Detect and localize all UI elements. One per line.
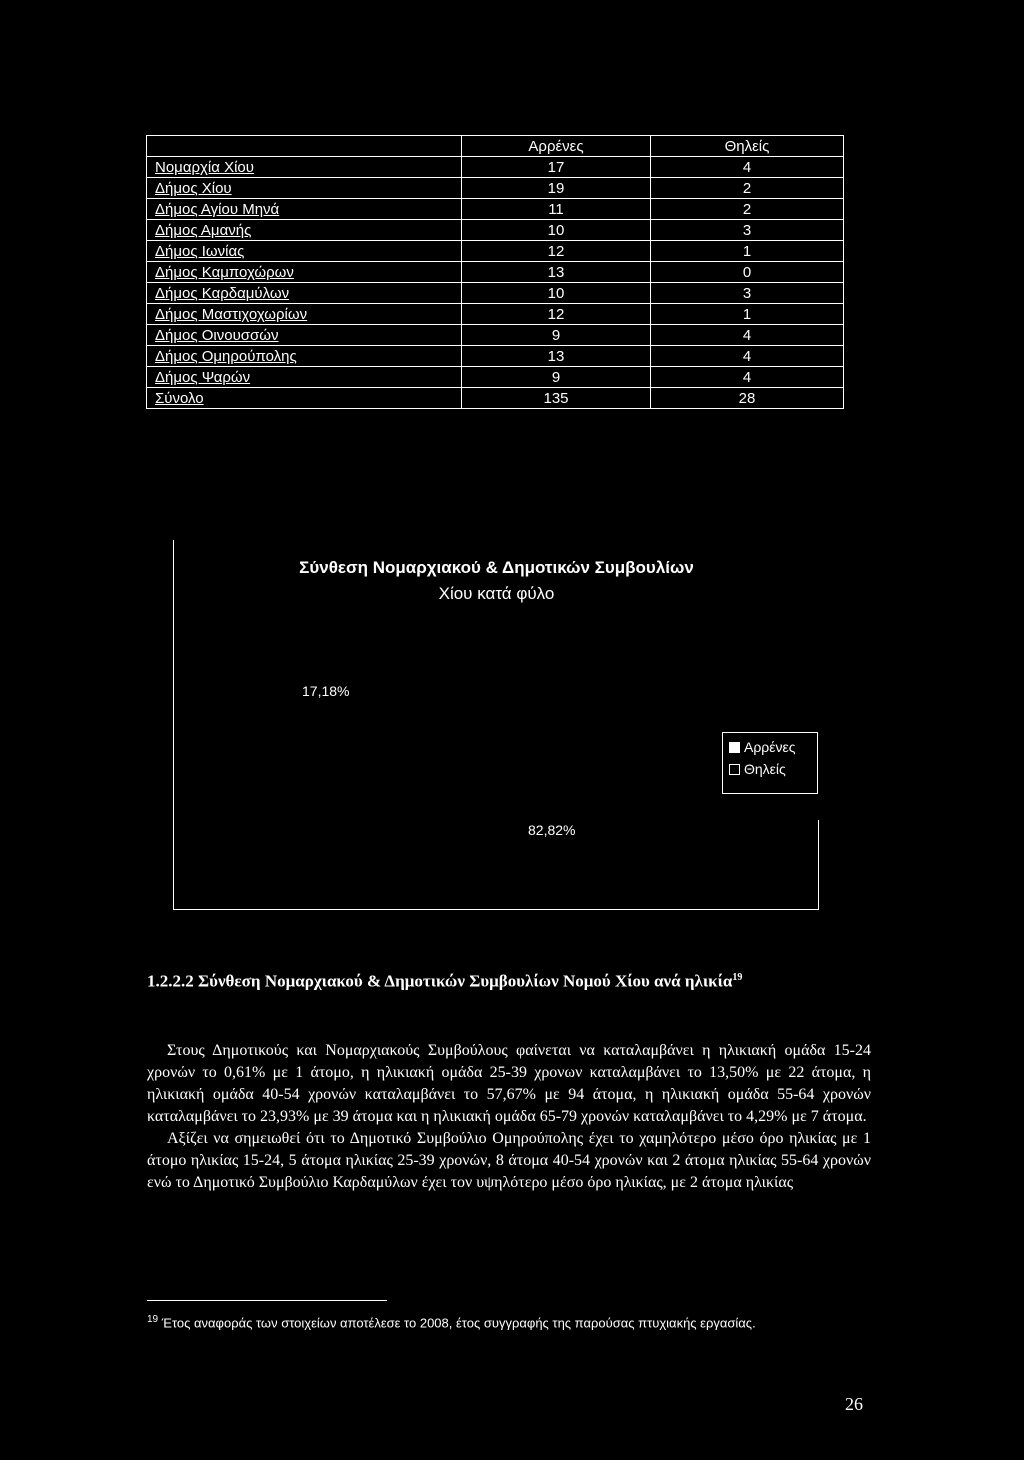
row-female: 0 xyxy=(651,262,844,283)
table-row xyxy=(147,283,844,304)
chart-legend xyxy=(722,732,818,794)
table-header-female: Θηλείς xyxy=(651,136,844,157)
row-name: Δήμος Αμανής xyxy=(147,220,462,241)
row-male: 13 xyxy=(462,262,651,283)
row-female: 2 xyxy=(651,178,844,199)
row-male: 10 xyxy=(462,220,651,241)
section-heading-text: 1.2.2.2 Σύνθεση Νομαρχιακού & Δημοτικών Συμβουλίων Νομού Χίου ανά ηλικία xyxy=(147,971,733,991)
legend-swatch-female xyxy=(729,764,740,775)
row-name: Δήμος Καμποχώρων xyxy=(147,262,462,283)
row-name: Δήμος Αγίου Μηνά xyxy=(147,199,462,220)
council-gender-table xyxy=(146,135,844,409)
row-male: 12 xyxy=(462,304,651,325)
chart-right-border xyxy=(818,820,819,910)
row-female: 4 xyxy=(651,157,844,178)
row-female: 3 xyxy=(651,220,844,241)
table-row xyxy=(147,262,844,283)
chart-subtitle: Χίου κατά φύλο xyxy=(438,584,555,603)
row-male: 11 xyxy=(462,199,651,220)
paragraph-2: Αξίζει να σημειωθεί ότι το Δημοτικό Συμβούλιο Ομηρούπολης έχει το χαμηλότερο μέσο όρο ηλικίας με 1 άτομο ηλικίας 15-24, 5 άτομα ηλικίας 25-39 χρονών, 8 άτομα 40-54 χρονών και 2 άτομα ηλικίας 55-64 χρονών ενώ το Δημοτικό Συμβούλιο Καρδαμύλων έχει τον υψηλότερο μέσο όρο ηλικίας, με 2 άτομα ηλικίας xyxy=(147,1130,871,1191)
table-header-row xyxy=(147,136,844,157)
gender-pie-chart xyxy=(173,540,819,910)
row-name: Δήμος Μαστιχοχωρίων xyxy=(147,304,462,325)
table-row xyxy=(147,304,844,325)
row-name: Δήμος Ψαρών xyxy=(147,367,462,388)
table-row xyxy=(147,178,844,199)
body-text xyxy=(147,1040,871,1194)
legend-swatch-male xyxy=(729,742,740,753)
row-male: 19 xyxy=(462,178,651,199)
row-male: 17 xyxy=(462,157,651,178)
row-male: 9 xyxy=(462,367,651,388)
heading-footnote-ref: 19 xyxy=(732,972,743,983)
pie-label-female: 17,18% xyxy=(302,683,350,699)
row-male: 10 xyxy=(462,283,651,304)
section-heading xyxy=(147,967,871,993)
table-row xyxy=(147,346,844,367)
row-female: 4 xyxy=(651,346,844,367)
paragraph-1: Στους Δημοτικούς και Νομαρχιακούς Συμβούλους φαίνεται να καταλαμβάνει η ηλικιακή ομάδα 15-24 χρονών το 0,61% με 1 άτομο, η ηλικιακή ομάδα 25-39 χρονων καταλαμβάνει το 13,50% με 22 άτομα, η ηλικιακή ομάδα 40-54 χρονών καταλαμβάνει το 57,67% με 94 άτομα, η ηλικιακή ομάδα 55-64 χρονών καταλαμβάνει το 23,93% με 39 άτομα και η ηλικιακή ομάδα 65-79 χρονών καταλαμβάνει το 4,29% με 7 άτομα. xyxy=(147,1042,871,1125)
row-male: 13 xyxy=(462,346,651,367)
row-female: 1 xyxy=(651,304,844,325)
footnote xyxy=(147,1310,871,1333)
row-name: Σύνολο xyxy=(147,388,462,409)
table-row xyxy=(147,367,844,388)
row-female: 28 xyxy=(651,388,844,409)
pie-label-male: 82,82% xyxy=(528,822,576,838)
row-female: 2 xyxy=(651,199,844,220)
row-female: 3 xyxy=(651,283,844,304)
row-male: 9 xyxy=(462,325,651,346)
page-number: 26 xyxy=(845,1394,863,1414)
table-row xyxy=(147,388,844,409)
legend-item-male xyxy=(729,739,817,755)
row-name: Δήμος Ιωνίας xyxy=(147,241,462,262)
footnote-text: Έτος αναφοράς των στοιχείων αποτέλεσε το 2008, έτος συγγραφής της παρούσας πτυχιακής εργασίας. xyxy=(161,1315,756,1331)
row-name: Νομαρχία Χίου xyxy=(147,157,462,178)
table-row xyxy=(147,325,844,346)
row-name: Δήμος Καρδαμύλων xyxy=(147,283,462,304)
row-female: 4 xyxy=(651,325,844,346)
table-row xyxy=(147,241,844,262)
row-name: Δήμος Οινουσσών xyxy=(147,325,462,346)
pie-svg xyxy=(174,540,820,910)
legend-label-male: Αρρένες xyxy=(744,739,796,755)
legend-item-female xyxy=(729,761,817,777)
table-header-empty xyxy=(147,136,462,157)
row-female: 4 xyxy=(651,367,844,388)
table-row xyxy=(147,157,844,178)
table-row xyxy=(147,199,844,220)
row-male: 12 xyxy=(462,241,651,262)
row-female: 1 xyxy=(651,241,844,262)
row-name: Δήμος Ομηρούπολης xyxy=(147,346,462,367)
footnote-number: 19 xyxy=(147,1314,159,1325)
table-header-male: Αρρένες xyxy=(462,136,651,157)
chart-title: Σύνθεση Νομαρχιακού & Δημοτικών Συμβουλίων xyxy=(299,558,694,577)
row-male: 135 xyxy=(462,388,651,409)
footnote-rule xyxy=(147,1300,387,1301)
table-row xyxy=(147,220,844,241)
row-name: Δήμος Χίου xyxy=(147,178,462,199)
legend-label-female: Θηλείς xyxy=(744,761,786,777)
